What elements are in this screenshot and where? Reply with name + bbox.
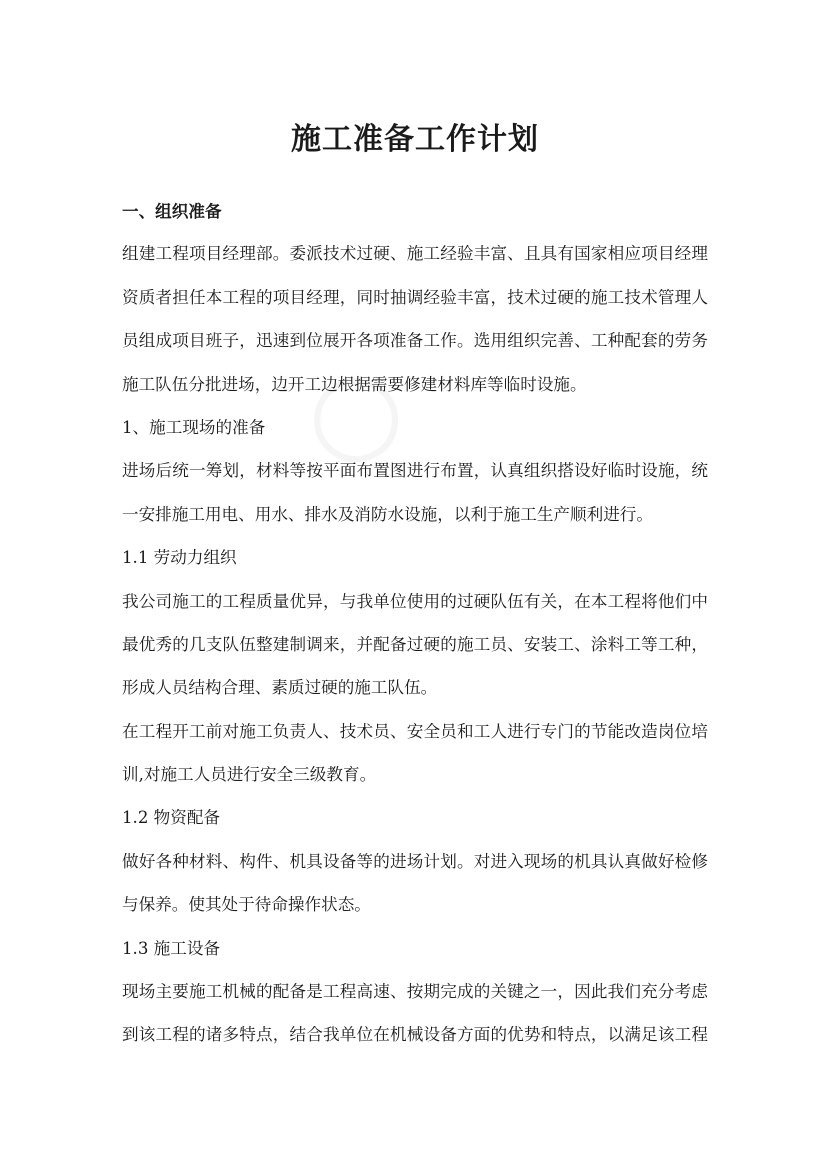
text-line: 与保养。使其处于待命操作状态。 — [122, 895, 371, 915]
document-body — [122, 196, 708, 1064]
text-line: 1.1 劳动力组织 — [122, 548, 237, 568]
text-line: 1.3 施工设备 — [122, 938, 221, 958]
text-line: 员组成项目班子，迅速到位展开各项准备工作。选用组织完善、工种配套的劳务 — [122, 331, 708, 351]
text-line: 1.2 物资配备 — [122, 808, 221, 828]
text-line: 到该工程的诸多特点，结合我单位在机械设备方面的优势和特点，以满足该工程 — [122, 1025, 708, 1045]
text-line: 现场主要施工机械的配备是工程高速、按期完成的关键之一，因此我们充分考虑 — [122, 982, 708, 1002]
text-line: 做好各种材料、构件、机具设备等的进场计划。对进入现场的机具认真做好检修 — [122, 851, 708, 871]
text-line: 1、施工现场的准备 — [122, 417, 266, 437]
section-heading: 一、组织准备 — [122, 201, 222, 221]
text-line: 组建工程项目经理部。委派技术过硬、施工经验丰富、且具有国家相应项目经理 — [122, 244, 708, 264]
text-line: 进场后统一筹划，材料等按平面布置图进行布置，认真组织搭设好临时设施，统 — [122, 461, 708, 481]
text-line: 一安排施工用电、用水、排水及消防水设施，以利于施工生产顺利进行。 — [122, 504, 653, 524]
text-line: 资质者担任本工程的项目经理，同时抽调经验丰富，技术过硬的施工技术管理人 — [122, 287, 708, 307]
text-line: 形成人员结构合理、素质过硬的施工队伍。 — [122, 678, 438, 698]
text-line: 训,对施工人员进行安全三级教育。 — [122, 765, 377, 785]
text-line: 在工程开工前对施工负责人、技术员、安全员和工人进行专门的节能改造岗位培 — [122, 721, 708, 741]
text-line: 我公司施工的工程质量优异，与我单位使用的过硬队伍有关，在本工程将他们中 — [122, 591, 708, 611]
text-line: 施工队伍分批进场，边开工边根据需要修建材料库等临时设施。 — [122, 374, 587, 394]
text-line: 最优秀的几支队伍整建制调来，并配备过硬的施工员、安装工、涂料工等工种， — [122, 634, 708, 654]
document-title: 施工准备工作计划 — [291, 122, 539, 157]
